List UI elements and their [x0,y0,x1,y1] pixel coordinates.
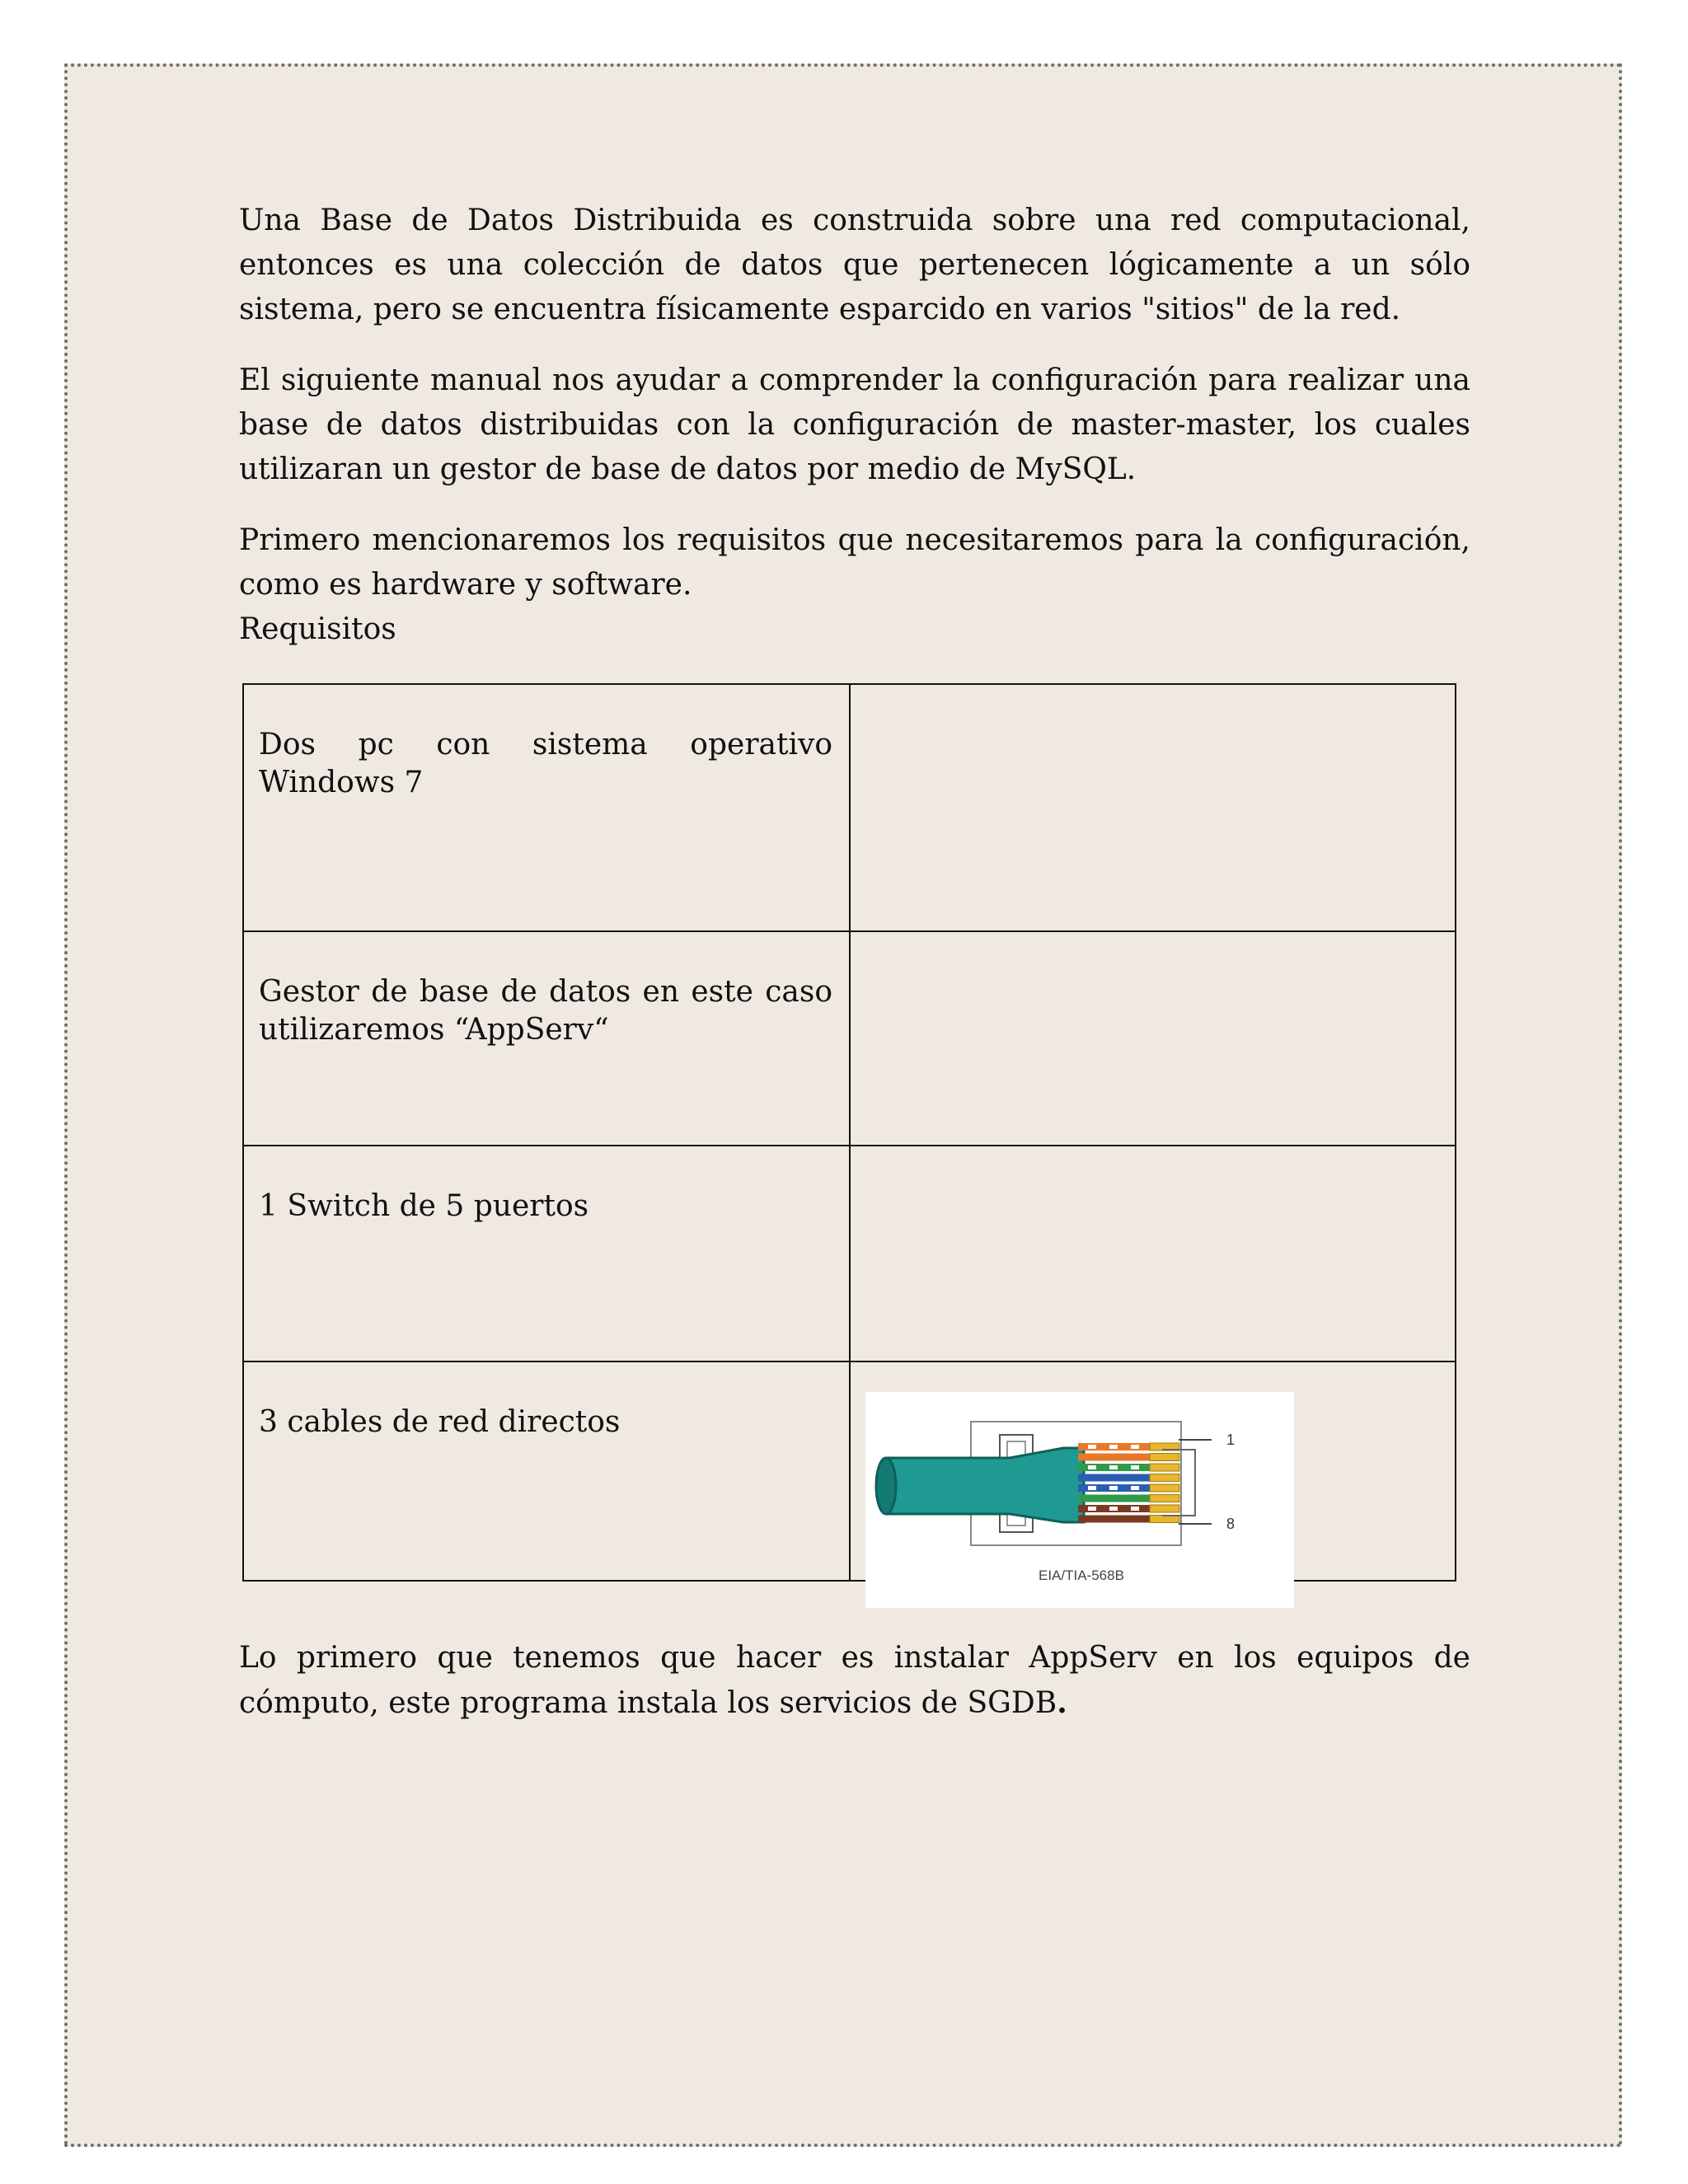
pin-8-label: 8 [1226,1516,1236,1532]
wire-stripe [1088,1445,1096,1449]
wire-stripe [1131,1445,1139,1449]
wire-stripe [1109,1507,1118,1511]
wire-group [1078,1443,1150,1523]
pin-2 [1150,1454,1179,1461]
rj45-cable-figure [865,1392,1294,1608]
wire-stripe [1109,1486,1118,1490]
image-cell [850,1361,1456,1581]
closing-period: . [1057,1685,1067,1720]
requirements-table [242,683,1456,1582]
wire-stripe [1088,1486,1096,1490]
requirement-cell: Dos pc con sistema operativo Windows 7 [243,684,850,931]
cable-end [876,1458,896,1514]
pin-1-label: 1 [1226,1432,1236,1448]
wire-4 [1078,1474,1150,1482]
wire-8 [1078,1516,1150,1523]
empty-cell [850,931,1456,1146]
wire-stripe [1088,1507,1096,1511]
pin-5 [1150,1484,1179,1492]
wire-2 [1078,1454,1150,1461]
wire-stripe [1131,1486,1139,1490]
table-row [243,1146,1456,1361]
table-row [243,684,1456,931]
requirement-cell: Gestor de base de datos en este caso utilizaremos “AppServ“ [243,931,850,1146]
closing-text: Lo primero que tenemos que hacer es instalar AppServ en los equipos de cómputo, este programa instala los servicios de SGDB [239,1641,1470,1720]
pin-group [1150,1443,1179,1523]
intro-paragraph-3: Primero mencionaremos los requisitos que necesitaremos para la configuración, como es hardware y software. [239,523,1470,602]
rj45-connector-diagram [865,1392,1294,1608]
intro-paragraph-1: Una Base de Datos Distribuida es construida sobre una red computacional, entonces es una colección de datos que pertenecen lógicamente a un sólo sistema, pero se encuentra físicamente esparcido en varios "sitios" de la red. [239,204,1470,326]
wire-6 [1078,1495,1150,1502]
requirements-heading: Requisitos [239,612,396,646]
requirement-cell: 1 Switch de 5 puertos [243,1146,850,1361]
wire-stripe [1109,1445,1118,1449]
wire-stripe [1109,1465,1118,1469]
pin-3 [1150,1464,1179,1471]
requirement-cell: 3 cables de red directos [243,1361,850,1581]
document-page [64,63,1622,2147]
standard-caption: EIA/TIA-568B [1039,1568,1124,1583]
table-row [243,1361,1456,1581]
page-content [239,199,1470,1752]
cable-jacket [880,1448,1085,1522]
table-row [243,931,1456,1146]
empty-cell [850,1146,1456,1361]
pin-4 [1150,1474,1179,1482]
intro-paragraph-2: El siguiente manual nos ayudar a comprender la configuración para realizar una base de datos distribuidas con la configuración de master-master, los cuales utilizaran un gestor de base de datos por medio de MySQL. [239,363,1470,486]
pin-6 [1150,1495,1179,1502]
wire-stripe [1088,1465,1096,1469]
wire-stripe [1131,1507,1139,1511]
empty-cell [850,684,1456,931]
wire-stripe [1131,1465,1139,1469]
closing-paragraph [239,1636,1470,1726]
pin-7 [1150,1505,1179,1512]
